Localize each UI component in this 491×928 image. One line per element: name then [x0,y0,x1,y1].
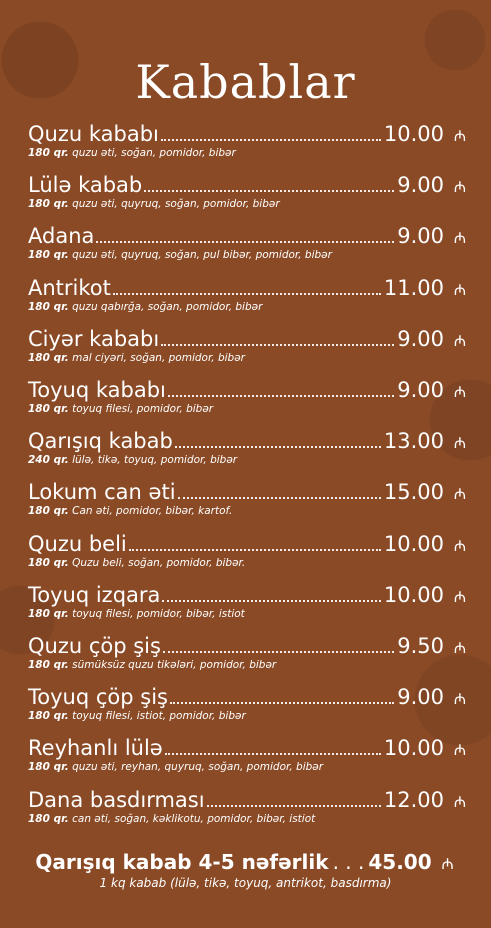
item-price: 9.00 [397,173,444,198]
item-description [28,813,468,825]
item-weight: 180 qr. [28,198,69,211]
dot-leader [113,293,381,295]
item-description [28,198,468,210]
menu-item-row [28,634,468,658]
item-ingredients: Can əti, pomidor, bibər, kartof. [72,505,233,518]
item-name: Toyuq izqara [28,582,161,607]
item-weight: 180 qr. [28,659,69,671]
item-price: 9.00 [397,685,444,710]
dot-leader [175,446,381,448]
menu-item [28,224,468,261]
menu-item-row [28,173,468,197]
menu-item-row [28,122,468,146]
item-name: Qarışıq kabab [28,429,173,454]
item-weight: 180 qr. [28,812,69,825]
dot-leader [144,190,394,192]
item-price: 11.00 [383,275,444,300]
item-ingredients: lülə, tikə, toyuq, pomidor, bibər [72,454,238,467]
item-price: 10.00 [383,736,444,761]
item-ingredients: toyuq filesi, istiot, pomidor, bibər [72,710,246,723]
item-weight: 180 qr. [28,556,69,569]
item-price: 10.00 [383,531,444,556]
item-description [28,761,468,773]
item-name: Reyhanlı lülə [28,736,163,761]
item-price: 12.00 [383,787,444,812]
manat-currency-icon: ₼ [453,280,467,299]
item-description [28,147,468,159]
item-description [28,352,468,364]
menu-title: Kabablar [135,55,356,109]
item-description [28,454,468,466]
item-description [28,505,468,517]
item-name: Adana [28,224,95,249]
dot-leader [163,651,394,653]
item-weight: 240 qr. [28,454,69,467]
menu-item-row [28,788,468,812]
menu-item-row [28,736,468,760]
item-description [28,710,468,722]
dot-leader [161,139,381,141]
menu-item [28,276,468,313]
item-name: Quzu kababı [28,122,159,146]
item-weight: 180 qr. [28,351,69,364]
menu-item [28,736,468,773]
item-weight: 180 qr. [28,710,69,723]
manat-currency-icon: ₼ [453,127,467,145]
item-ingredients: sümüksüz quzu tikələri, pomidor, bibər [72,659,277,671]
dot-leader [161,344,394,346]
menu-item [28,634,468,671]
item-name: Toyuq kababı [28,378,166,402]
manat-currency-icon: ₼ [453,331,467,350]
item-description [28,608,468,620]
menu-item [28,532,468,569]
item-ingredients: quzu əti, quyruq, soğan, pul bibər, pomidor, bibər [72,249,332,262]
item-weight: 180 qr. [28,300,69,313]
menu-item-row [28,224,468,248]
item-name: Toyuq çöp şiş [28,685,168,710]
item-price: 15.00 [383,480,444,505]
item-name: Dana basdırması [28,787,205,812]
menu-item [28,480,468,517]
item-name: Lokum can əti [28,480,176,505]
special-price: 45.00 [368,850,432,874]
manat-currency-icon: ₼ [453,639,467,657]
dot-leader [162,600,380,602]
menu-item [28,685,468,722]
special-offer [0,850,491,890]
dot-leader [170,702,394,704]
dot-leader [165,753,381,755]
manat-currency-icon: ₼ [453,690,467,709]
item-price: 13.00 [383,429,444,454]
menu-item [28,788,468,825]
item-ingredients: quzu əti, soğan, pomidor, bibər [72,147,236,159]
manat-currency-icon: ₼ [453,741,467,760]
menu-item-row [28,480,468,504]
item-price: 10.00 [383,122,444,146]
menu-item-row [28,685,468,709]
special-description: 1 kq kabab (lülə, tikə, toyuq, antrikot, basdırma) [99,876,392,890]
item-weight: 180 qr. [28,147,69,159]
item-ingredients: toyuq filesi, pomidor, bibər [72,403,214,415]
item-price: 9.00 [397,326,444,351]
item-ingredients: quzu qabırğa, soğan, pomidor, bibər [72,300,263,313]
item-weight: 180 qr. [28,505,69,518]
item-ingredients: quzu əti, quyruq, soğan, pomidor, bibər [72,198,280,211]
manat-currency-icon: ₼ [453,485,467,504]
item-name: Ciyər kababı [28,326,160,351]
menu-item [28,122,468,159]
manat-currency-icon: ₼ [453,536,467,555]
dot-leader [207,805,381,807]
manat-currency-icon: ₼ [453,792,467,811]
dot-leader [178,497,381,499]
item-name: Antrikot [28,275,111,300]
item-weight: 180 qr. [28,249,69,262]
item-ingredients: mal ciyəri, soğan, pomidor, bibər [72,351,246,364]
item-price: 10.00 [383,582,444,607]
item-ingredients: can əti, soğan, kəklikotu, pomidor, bibər, istiot [72,812,316,825]
menu-item [28,327,468,364]
menu-item-row [28,429,468,453]
item-description [28,403,468,415]
special-name: Qarışıq kabab 4-5 nəfərlik [35,850,329,874]
manat-currency-icon: ₼ [453,587,467,606]
item-description [28,557,468,569]
item-ingredients: quzu əti, reyhan, quyruq, soğan, pomidor, bibər [72,761,324,774]
manat-currency-icon: ₼ [441,855,454,873]
item-description [28,301,468,313]
special-separator: . . . [332,850,365,874]
item-name: Quzu beli [28,531,127,556]
dot-leader [96,241,394,243]
manat-currency-icon: ₼ [453,383,467,401]
item-price: 9.00 [397,224,444,249]
dot-leader [129,549,381,551]
item-description [28,249,468,261]
menu-item-row [28,327,468,351]
menu-item [28,173,468,210]
manat-currency-icon: ₼ [453,178,467,197]
item-weight: 180 qr. [28,761,69,774]
menu-item [28,583,468,620]
item-price: 9.00 [397,378,444,402]
item-ingredients: toyuq filesi, pomidor, bibər, istiot [72,607,245,620]
menu-item-row [28,378,468,402]
dot-leader [168,395,394,397]
item-price: 9.50 [397,634,444,658]
menu-item-row [28,276,468,300]
special-row [0,850,491,874]
menu-item [28,378,468,415]
manat-currency-icon: ₼ [453,229,467,248]
item-weight: 180 qr. [28,403,69,415]
item-description [28,659,468,671]
item-name: Quzu çöp şiş [28,634,161,658]
item-ingredients: Quzu beli, soğan, pomidor, bibər. [72,556,246,569]
manat-currency-icon: ₼ [453,434,467,453]
menu-item [28,429,468,466]
menu-item-row [28,532,468,556]
item-name: Lülə kabab [28,173,143,198]
menu-item-row [28,583,468,607]
item-weight: 180 qr. [28,607,69,620]
